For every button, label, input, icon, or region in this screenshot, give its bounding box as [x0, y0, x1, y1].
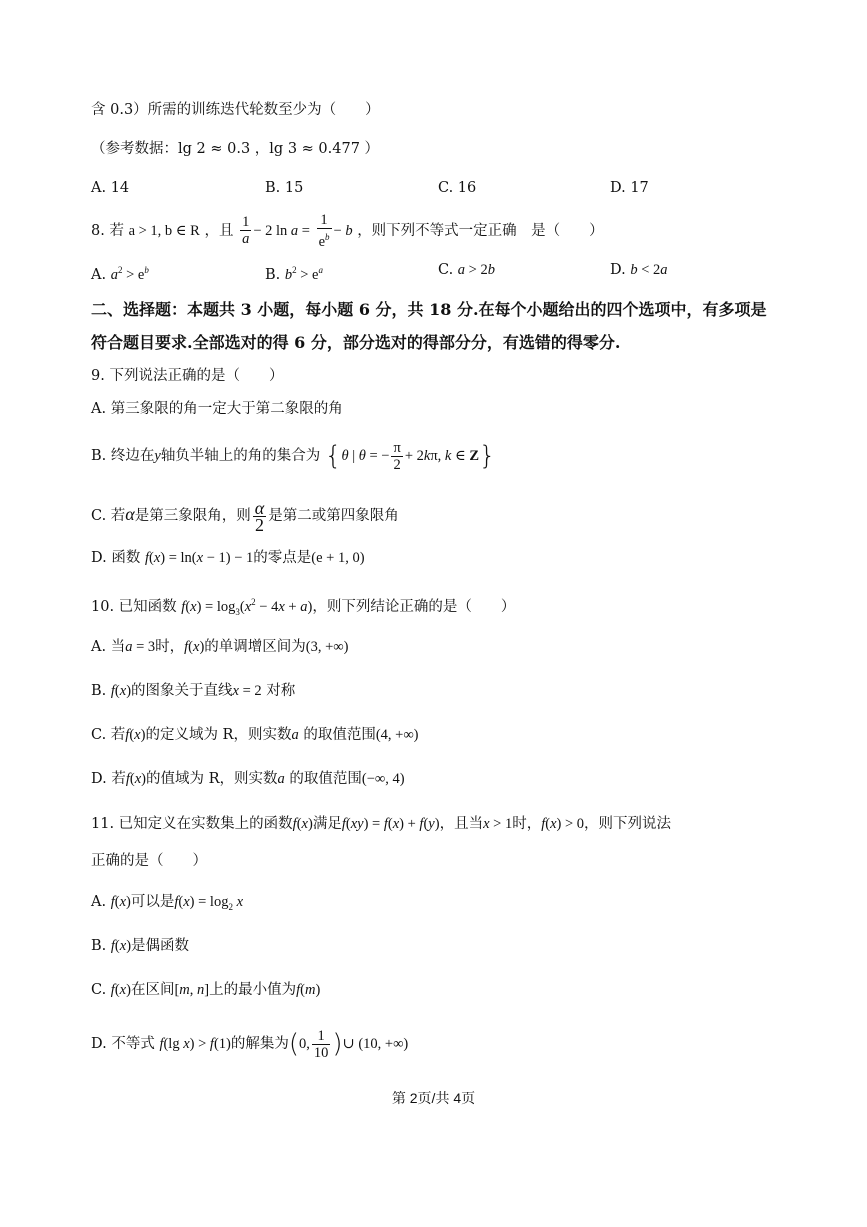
q11-option-c: C. f(x)在区间[m, n]上的最小值为f(m) [91, 982, 321, 998]
fraction-1-over-eb: $\frac{1}{e^b}$ [318, 212, 330, 250]
fraction-alpha-over-2: $\frac{\alpha}{2}$ [254, 497, 265, 535]
q9-stem: 9. 下列说法正确的是（ ） [91, 368, 284, 384]
fraction-pi-over-2: $\frac{\pi}{2}$ [393, 439, 401, 473]
q11-option-a: A. f(x)可以是$f(x) = \log_2 x$ [91, 894, 244, 912]
q8-option-d: D. b < 2a [610, 262, 668, 278]
q7-option-c: C. 16 [438, 180, 477, 196]
q8-number: 8. 若 [91, 222, 124, 239]
q7-option-b: B. 15 [265, 180, 304, 196]
q8-mid-text: ，且 [204, 222, 234, 239]
q10-option-c: C. 若f(x)的定义域为 R，则实数a 的取值范围(4, +∞) [91, 727, 419, 743]
q7-reference-data: （参考数据：lg 2 ≈ 0.3 ，lg 3 ≈ 0.477 ） [91, 141, 380, 157]
q8-option-b: B. $b^2 > e^a$ [265, 265, 323, 283]
fraction-1-over-10: $\frac{1}{10}$ [313, 1027, 329, 1061]
q8-option-c: C. a > 2b [438, 262, 495, 278]
q7-option-a: A. 14 [91, 180, 130, 196]
section2-heading-line1: 二、选择题：本题共 3 小题，每小题 6 分，共 18 分.在每个小题给出的四个选项中，有多项是 [91, 300, 767, 319]
q11-option-b: B. f(x)是偶函数 [91, 938, 190, 954]
q10-option-d: D. 若f(x)的值域为 R，则实数a 的取值范围(−∞, 4) [91, 771, 405, 787]
q9-option-d: D. 函数 f(x) = ln(x − 1) − 1的零点是(e + 1, 0) [91, 550, 365, 566]
q8-condition: a > 1, b ∈ R [128, 222, 200, 239]
q10-stem: 10. 已知函数 $f(x) = \log_3(x^2 - 4x + a)$，则下列结论正确的是（ ） [91, 597, 516, 617]
section2-heading-line2: 符合题目要求.全部选对的得 6 分，部分选对的得部分分，有选错的得零分. [91, 333, 621, 352]
q8-option-a: A. $a^2 > e^b$ [91, 265, 149, 283]
page-footer: 第 2页/共 4页 [391, 1090, 476, 1106]
q9-option-c: C. 若α是第三象限角，则 $\frac{\alpha}{2}$ 是第二或第四象限角 [91, 497, 399, 535]
q8-stem: 8. 若 a > 1, b ∈ R ，且 $\frac{1}{a}$ − 2 ln a = $\frac{1}{e^b}$ − b ，则下列不等式一定正确 是（ ） [91, 212, 604, 250]
q11-stem-line2: 正确的是（ ） [91, 853, 207, 869]
q8-tail: ，则下列不等式一定正确 是（ ） [357, 222, 604, 239]
q9-option-b: B. 终边在y轴负半轴上的角的集合为 {θ | θ = − $\frac{\pi}{2}$ + 2kπ, k ∈ Z} [91, 439, 496, 473]
q7-option-d: D. 17 [610, 180, 649, 196]
q10-option-a: A. 当a = 3时，f(x)的单调增区间为(3, +∞) [91, 639, 349, 655]
q11-option-d: D. 不等式 f(lg x) > f(1)的解集为(0, $\frac{1}{10}$ )∪ (10, +∞) [91, 1027, 409, 1061]
q11-stem: 11. 已知定义在实数集上的函数f(x)满足f(xy) = f(x) + f(y)，且当x > 1时，f(x) > 0，则下列说法 [91, 816, 672, 832]
fraction-1-over-a: $\frac{1}{a}$ [242, 214, 250, 248]
q7-tail: 含 0.3）所需的训练迭代轮数至少为（ ） [91, 102, 380, 118]
q9-option-a: A. 第三象限的角一定大于第二象限的角 [91, 401, 343, 417]
q10-option-b: B. f(x)的图象关于直线x = 2 对称 [91, 683, 296, 699]
